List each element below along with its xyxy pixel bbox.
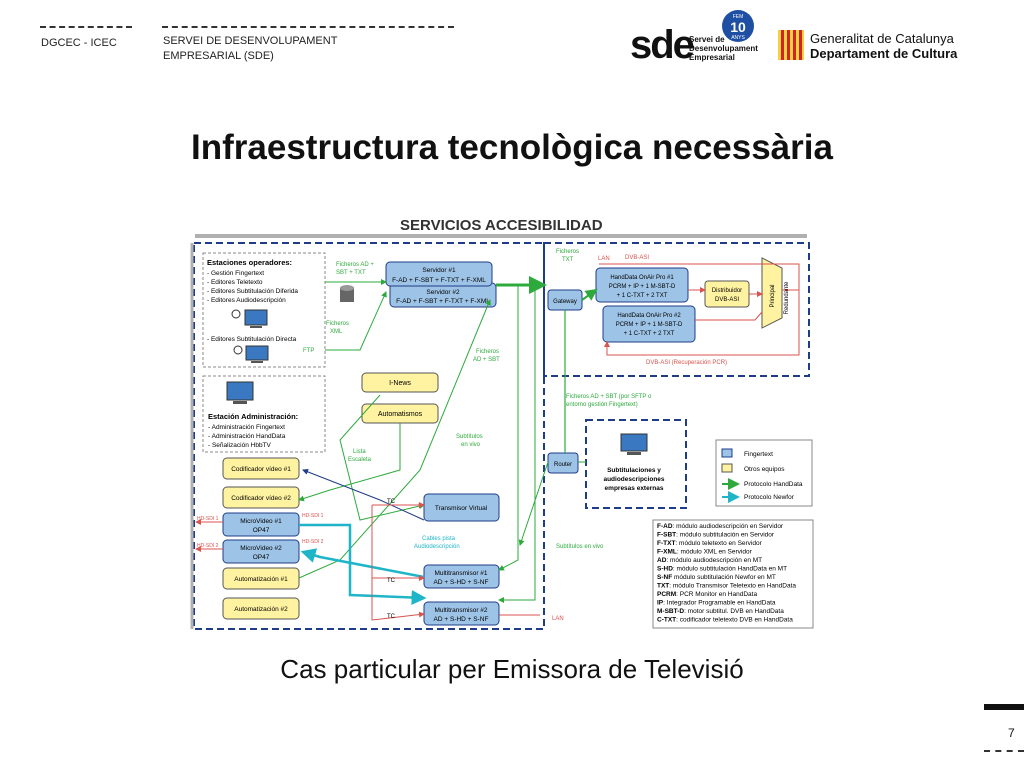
handdata2-line1: HandData OnAir Pro #2 (617, 313, 681, 319)
label-tc2: TC (387, 578, 395, 584)
legend-newfor: Protocolo Newfor (744, 494, 794, 501)
operators-title: Estaciones operadores: (207, 258, 293, 267)
router-label: Router (553, 462, 573, 468)
footer-bar (984, 704, 1024, 710)
operators-item: - Editores Teletexto (207, 279, 263, 286)
glossary-item: S-HD: módulo subtitulación HandData en MT (657, 565, 788, 573)
computer-icon (227, 382, 253, 404)
label-subtitulos-vivo: Subtítulos (456, 434, 483, 440)
principal-label: Principal (770, 284, 776, 308)
label-dvb-asi-pcr: DVB-ASI (Recuperación PCR) (646, 360, 728, 366)
coder1-label: Codificador vídeo #1 (231, 466, 291, 473)
auto2-label: Automatización #2 (234, 606, 288, 613)
header-org1: DGCEC - ICEC (41, 37, 117, 49)
external-line2: audiodescripciones (603, 476, 665, 483)
glossary-item: F-XML: módulo XML en Servidor (657, 548, 752, 556)
footer-dash (984, 750, 1024, 752)
hdsdi1-out: HD-SDI 1 (197, 516, 219, 522)
legend-swatch-otros (722, 464, 732, 472)
diagram-heading-bar (195, 234, 807, 238)
glossary-item: AD: módulo audiodescripción en MT (657, 557, 763, 564)
handdata2-line3: + 1 C-TXT + 2 TXT (623, 331, 675, 337)
badge-top: FEM (732, 14, 744, 20)
operators-item: - Gestión Fingertext (207, 270, 265, 277)
handdata1-line2: PCRM + IP + 1 M-SBT-D (608, 284, 676, 290)
diagram-heading: SERVICIOS ACCESIBILIDAD (400, 217, 603, 234)
operators-item: - Editores Audiodescripción (207, 297, 286, 304)
header-org2-line2: EMPRESARIAL (SDE) (163, 50, 274, 62)
computer-icon (621, 434, 647, 455)
glossary-item: IP: Integrador Programable en HandData (657, 599, 776, 607)
sde-name-line1: Servei de (689, 35, 725, 44)
label-lista2: Escaleta (348, 457, 372, 463)
label-ficheros-txt2: TXT (562, 257, 574, 263)
admin-item: - Señalización HbbTV (208, 442, 271, 449)
glossary-item: M-SBT-D: motor subtitul. DVB en HandData (657, 608, 784, 615)
multi1-line1: Multitransmisor #1 (434, 570, 488, 577)
label-tc1: TC (387, 499, 395, 505)
label-ficheros-ad-sbt: Ficheros (476, 349, 500, 355)
distributor-box (705, 281, 749, 307)
label-ficheros-txt: Ficheros (556, 249, 580, 255)
glossary-item: PCRM: PCR Monitor en HandData (657, 591, 758, 598)
handdata2-line2: PCRM + IP + 1 M-SBT-D (615, 322, 683, 328)
page-subtitle: Cas particular per Emissora de Televisió (280, 654, 744, 684)
page-number: 7 (1008, 726, 1015, 740)
operators-item: - Editores Subtitulación Diferida (207, 288, 299, 295)
label-lan-bottom: LAN (552, 616, 564, 622)
external-dashed-frame (586, 420, 686, 508)
label-lan-top: LAN (598, 256, 610, 262)
label-ficheros-xml2: XML (330, 329, 343, 335)
label-cables: Cables pista (422, 536, 456, 542)
inews-label: I-News (389, 380, 411, 387)
label-ftp: FTP (303, 348, 315, 354)
multi2-line1: Multitransmisor #2 (434, 607, 488, 614)
handdata1-line1: HandData OnAir Pro #1 (610, 275, 674, 281)
microvideo2-line2: OP47 (252, 554, 270, 561)
computer-icon (232, 310, 267, 328)
glossary-item: C-TXT: codificador teletexto DVB en HandData (657, 616, 793, 624)
badge-num: 10 (730, 19, 746, 35)
admin-title: Estación Administración: (208, 412, 299, 421)
automatismos-label: Automatismos (377, 411, 423, 418)
label-ficheros-ad2: SBT + TXT (336, 270, 366, 276)
badge-bottom: ANYS (731, 35, 745, 41)
label-lista: Lista (353, 449, 366, 455)
glossary-item: F-TXT: módulo teletexto en Servidor (657, 540, 762, 547)
computer-icon (234, 346, 268, 363)
hdsdi2-in: HD-SDI 2 (302, 539, 324, 545)
server1-line2: F-AD + F-SBT + F-TXT + F-XML (392, 277, 486, 284)
legend-fingertext: Fingertext (744, 451, 773, 458)
label-ficheros-ad-sbt2: AD + SBT (473, 357, 500, 363)
label-ficheros-ad: Ficheros AD + (336, 262, 374, 268)
distributor-line1: Distribuidor (711, 288, 743, 294)
label-sftp2: entorno gestión Fingertext) (566, 402, 638, 408)
hdsdi2-out: HD-SDI 2 (197, 543, 219, 549)
distributor-line2: DVB-ASI (714, 297, 740, 303)
multi2-line2: AD + S-HD + S-NF (433, 616, 489, 623)
glossary-item: S-NF módulo subtitulación Newfor en MT (657, 574, 776, 581)
glossary-item: F-SBT: módulo subtitulación en Servidor (657, 531, 775, 539)
legend-swatch-fingertext (722, 449, 732, 457)
server2-line1: Servidor #2 (426, 289, 460, 296)
admin-item: - Administración Fingertext (208, 424, 285, 431)
label-ficheros-xml: Ficheros (326, 321, 350, 327)
header-org2-line1: SERVEI DE DESENVOLUPAMENT (163, 35, 338, 47)
sde-logo-text: sde (630, 23, 693, 67)
gencat-line2: Departament de Cultura (810, 46, 958, 61)
label-subtitulos-en-vivo: Subtítulos en vivo (556, 544, 604, 550)
admin-item: - Administración HandData (208, 433, 286, 440)
redundante-label: Redundante (784, 281, 790, 315)
label-cables2: Audiodescripción (414, 544, 460, 550)
operators-direct: - Editores Subtitulación Directa (207, 336, 297, 343)
coder2-label: Codificador vídeo #2 (231, 495, 291, 502)
server1-line1: Servidor #1 (422, 267, 456, 274)
database-icon (340, 285, 354, 302)
label-subtitulos-vivo2: en vivo (461, 442, 481, 448)
virtual-tx-label: Transmisor Virtual (434, 505, 488, 512)
glossary-item: F-AD: módulo audiodescripción en Servidor (657, 523, 784, 530)
label-tc3: TC (387, 614, 395, 620)
page-title: Infraestructura tecnològica necessària (191, 128, 833, 167)
legend-otros: Otros equipos (744, 466, 785, 473)
legend-handdata: Protocolo HandData (744, 481, 803, 488)
sde-name-line2: Desenvolupament (689, 44, 758, 53)
label-dvb-asi-top: DVB-ASI (625, 255, 650, 261)
external-line1: Subtitulaciones y (607, 467, 661, 474)
microvideo1-line1: MicroVideo #1 (240, 518, 282, 525)
hdsdi1-in: HD-SDI 1 (302, 513, 324, 519)
gateway-label: Gateway (553, 299, 577, 305)
label-sftp: Ficheros AD + SBT (por SFTP o (566, 394, 652, 400)
microvideo1-line2: OP47 (252, 527, 270, 534)
external-line3: empresas externas (604, 485, 664, 492)
handdata1-line3: + 1 C-TXT + 2 TXT (616, 293, 668, 299)
server2-line2: F-AD + F-SBT + F-TXT + F-XML (396, 298, 490, 305)
auto1-label: Automatización #1 (234, 576, 288, 583)
multi1-line2: AD + S-HD + S-NF (433, 579, 489, 586)
sde-name-line3: Empresarial (689, 53, 735, 62)
microvideo2-line1: MicroVideo #2 (240, 545, 282, 552)
glossary-item: TXT: módulo Transmisor Teletexto en HandData (657, 582, 796, 590)
gencat-line1: Generalitat de Catalunya (810, 31, 954, 46)
